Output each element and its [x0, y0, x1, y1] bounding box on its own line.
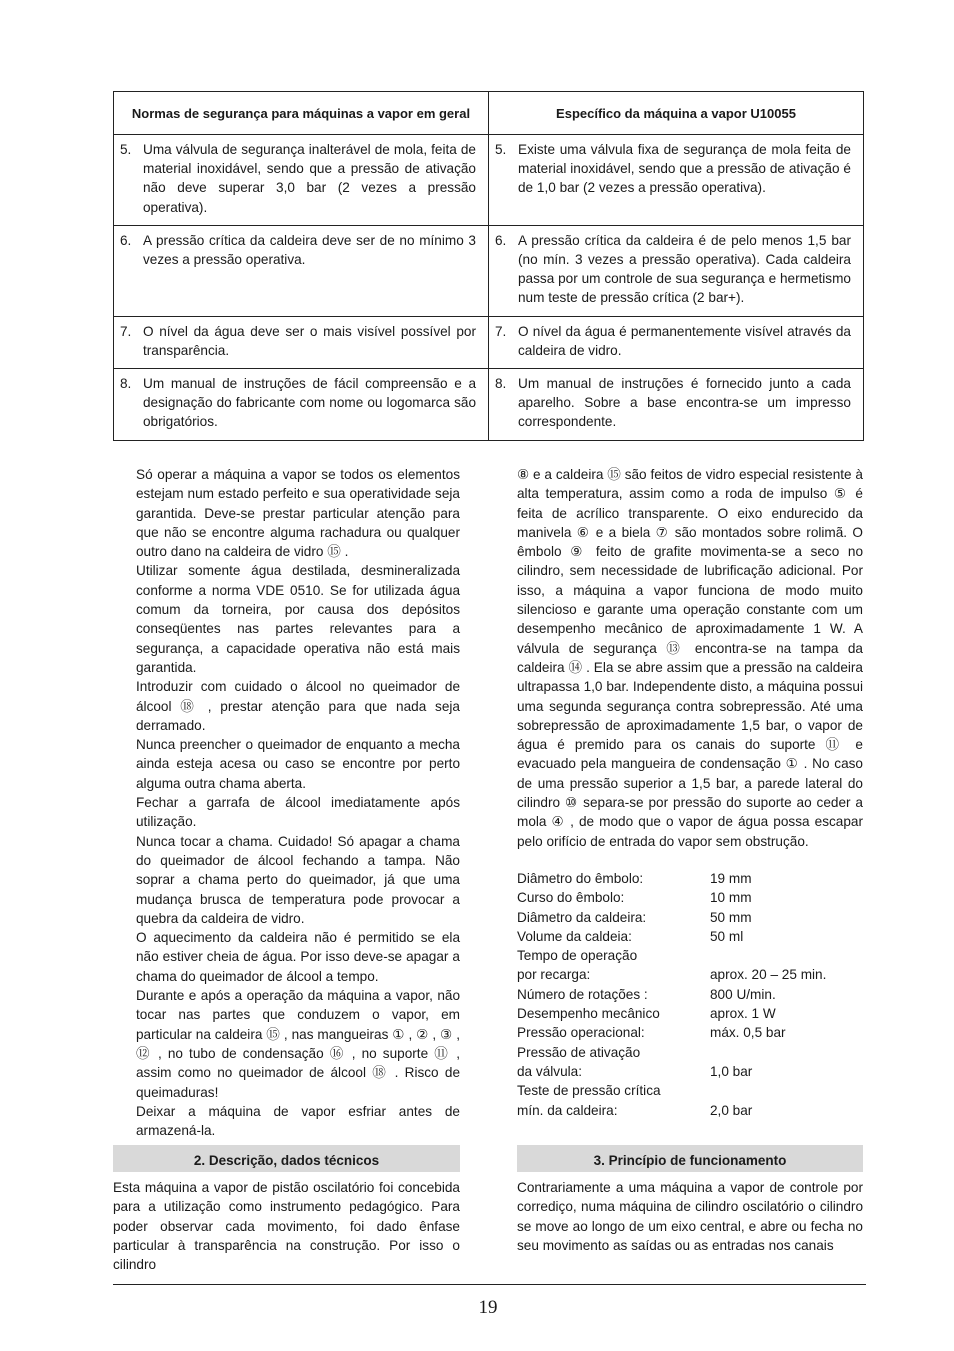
principle-text [517, 1178, 863, 1255]
spec-row [517, 888, 863, 907]
table-cell [114, 225, 489, 316]
instruction-paragraph: Introduzir com cuidado o álcool no queimador de álcool ⑱ , prestar atenção para que nada seja derramado. [136, 679, 460, 733]
spec-value: 19 mm [710, 871, 752, 886]
spec-label: Número de rotações : [517, 986, 648, 1002]
spec-label: Teste de pressão crítica [517, 1083, 661, 1099]
section-heading-description: 2. Descrição, dados técnicos [113, 1145, 460, 1172]
safety-norms-table [113, 91, 864, 441]
item-text: Existe uma válvula fixa de segurança de mola feita de material inoxidável, sendo que a pressão de ativação é de 1,0 bar (2 vezes a pressão operativa). [518, 142, 851, 196]
section-heading-principle: 3. Princípio de funcionamento [517, 1145, 863, 1172]
principle-paragraph: Contrariamente a uma máquina a vapor de controle por corrediço, numa máquina de cilindro oscilatório o cilindro se move ao longo de um eixo central, e abre ou fecha no seu movimento as saídas ou as entradas nos canais [517, 1180, 863, 1253]
description-continuation-column [517, 465, 863, 851]
table-row [114, 225, 864, 316]
spec-row [517, 1004, 863, 1023]
instruction-paragraph: Nunca preencher o queimador de enquanto a mecha ainda esteja acesa ou caso se encontre por perto alguma outra chama aberta. [136, 737, 460, 791]
table-header-row [114, 92, 864, 135]
spec-value: máx. 0,5 bar [710, 1025, 786, 1041]
item-number: 5. [495, 142, 507, 157]
instruction-paragraph: Fechar a garrafa de álcool imediatamente após utilização. [136, 795, 460, 830]
table-row [114, 135, 864, 226]
spec-row [517, 1081, 863, 1100]
item-text: A pressão crítica da caldeira deve ser de no mínimo 3 vezes a pressão operativa. [143, 232, 476, 268]
item-number: 8. [120, 376, 132, 392]
spec-value: 50 mm [710, 909, 752, 925]
description-paragraph: ⑧ e a caldeira ⑮ são feitos de vidro especial resistente à alta temperatura, assim como a roda de impulso ⑤ é feita de acrílico transparente. O eixo endurecido da manivela ⑥ e a biela ⑦ são montados sobre rolimã. O êmbolo ⑨ feito de grafite movimenta-se a seco no cilindro, sem necessidade de lubrificação adicional. Por isso, a máquina a vapor funciona de modo muito silencioso e garante uma operação constante com um desempenho mecânico de aproximadamente 1 W. A válvula de segurança ⑬ encontra-se na tampa da caldeira ⑭ . Ela se abre assim que a pressão na caldeira ultrapassa 1,0 bar. Independente disto, a máquina possui uma segunda segurança contra sobrepressão. Até uma sobrepressão de aproximadamente 1,5 bar, o vapor de água é premido para os canais do suporte ⑪ e evacuado pela mangueira de condensação ① . No caso de uma pressão superior a 1,5 bar, a parede lateral do cilindro ⑩ separa-se por pressão do suporte ao ceder a mola ④ , de modo que o vapor de água possa escapar pelo orifício de entrada do vapor sem obstrução. [517, 467, 863, 849]
footer-divider [113, 1284, 866, 1285]
item-number: 5. [120, 142, 132, 157]
table-row [114, 369, 864, 441]
spec-label: Pressão operacional: [517, 1025, 645, 1041]
spec-label: mín. da caldeira: [517, 1102, 618, 1118]
spec-row [517, 1023, 863, 1042]
spec-row [517, 985, 863, 1004]
item-number: 7. [120, 323, 132, 339]
instruction-paragraph: O aquecimento da caldeira não é permitido se ela não estiver cheia de água. Por isso deve-se apagar a chama do queimador de álcool a tempo. [136, 930, 460, 984]
instruction-paragraph: Nunca tocar a chama. Cuidado! Só apagar a chama do queimador de álcool fechando a tampa. Não soprar a chama perto do queimador, já que uma mudança brusca de temperatura pode provocar a quebra da caldeira de vidro. [136, 833, 460, 926]
spec-value: 2,0 bar [710, 1102, 753, 1118]
spec-value [710, 1043, 863, 1062]
header-specific-machine: Específico da máquina a vapor U10055 [489, 92, 864, 135]
spec-value: 800 U/min. [710, 986, 776, 1002]
spec-label: Desempenho mecânico [517, 1006, 660, 1022]
spec-label: Volume da caldeia: [517, 928, 632, 944]
spec-label: Diâmetro da caldeira: [517, 909, 647, 925]
table-cell [489, 316, 864, 368]
spec-value [710, 1081, 863, 1100]
spec-label: Tempo de operação [517, 948, 638, 964]
table-cell [489, 369, 864, 441]
item-text: Uma válvula de segurança inalterável de mola, feita de material inoxidável, sendo que a pressão de ativação não deve superar 3,0 bar (2 vezes a pressão operativa). [143, 142, 476, 215]
spec-value: 50 ml [710, 928, 744, 944]
table-cell [114, 135, 489, 226]
spec-row [517, 927, 863, 946]
instruction-paragraph: Só operar a máquina a vapor se todos os elementos estejam num estado perfeito e sua operatividade seja garantida. Deve-se prestar particular atenção para que não se encontre alguma rachadura ou qualquer outro dano na caldeira de vidro ⑮ . [136, 467, 460, 560]
page-number: 19 [478, 1297, 498, 1318]
spec-value: aprox. 1 W [710, 1006, 776, 1022]
spec-row [517, 869, 863, 888]
item-number: 6. [495, 232, 507, 248]
description-text [113, 1178, 460, 1274]
spec-label: Diâmetro do êmbolo: [517, 871, 644, 886]
spec-row [517, 965, 863, 984]
instruction-paragraph: Utilizar somente água destilada, desmineralizada conforme a norma VDE 0510. Se for utilizada água comum da torneira, por causa dos depósitos conseqüentes nas partes relevantes para a segurança, a capacidade operativa não está mais garantida. [136, 563, 460, 675]
instruction-paragraph: Durante e após a operação da máquina a vapor, não tocar nas partes que conduzem o vapor, em particular na caldeira ⑮ , nas mangueiras ① , ② , ③ , ⑫ , no tubo de condensação ⑯ , no suporte ⑪ , assim como no queimador de álcool ⑱ . Risco de queimaduras! [136, 988, 460, 1100]
spec-value: aprox. 20 – 25 min. [710, 967, 827, 983]
spec-label: por recarga: [517, 967, 591, 983]
item-text: Um manual de instruções de fácil compreensão e a designação do fabricante com nome ou logomarca são obrigatórios. [143, 376, 476, 430]
spec-row [517, 946, 863, 965]
item-text: O nível da água deve ser o mais visível possível por transparência. [143, 323, 476, 358]
table-cell [114, 369, 489, 441]
technical-specs-list [517, 869, 863, 1120]
item-text: A pressão crítica da caldeira é de pelo menos 1,5 bar (no mín. 3 vezes a pressão operativa). Cada caldeira passa por um controle de sua segurança e hermetismo num teste de pressão crítica (2 bar+). [518, 232, 851, 306]
description-paragraph: Esta máquina a vapor de pistão oscilatório foi concebida para a utilização como instrumento pedagógico. Para poder observar cada movimento, foi dado ênfase particular à transparência na construção. Por isso o cilindro [113, 1180, 460, 1273]
spec-label: Curso do êmbolo: [517, 890, 625, 906]
spec-row [517, 1101, 863, 1120]
item-number: 8. [495, 376, 507, 392]
spec-value: 1,0 bar [710, 1063, 753, 1079]
spec-value: 10 mm [710, 890, 752, 906]
spec-row [517, 1062, 863, 1081]
item-number: 7. [495, 323, 507, 339]
spec-row [517, 908, 863, 927]
table-cell [489, 225, 864, 316]
table-row [114, 316, 864, 368]
spec-value [710, 946, 863, 965]
spec-label: da válvula: [517, 1063, 582, 1079]
safety-instructions-column [136, 465, 460, 1140]
spec-label: Pressão de ativação [517, 1044, 641, 1060]
header-general-norms: Normas de segurança para máquinas a vapor em geral [114, 92, 489, 135]
table-cell [489, 135, 864, 226]
instruction-paragraph: Deixar a máquina de vapor esfriar antes de armazená-la. [136, 1103, 460, 1139]
item-text: Um manual de instruções é fornecido junto a cada aparelho. Sobre a base encontra-se um impresso correspondente. [518, 376, 851, 430]
item-text: O nível da água é permanentemente visível através da caldeira de vidro. [518, 323, 851, 358]
table-cell [114, 316, 489, 368]
item-number: 6. [120, 232, 132, 248]
spec-row [517, 1043, 863, 1062]
